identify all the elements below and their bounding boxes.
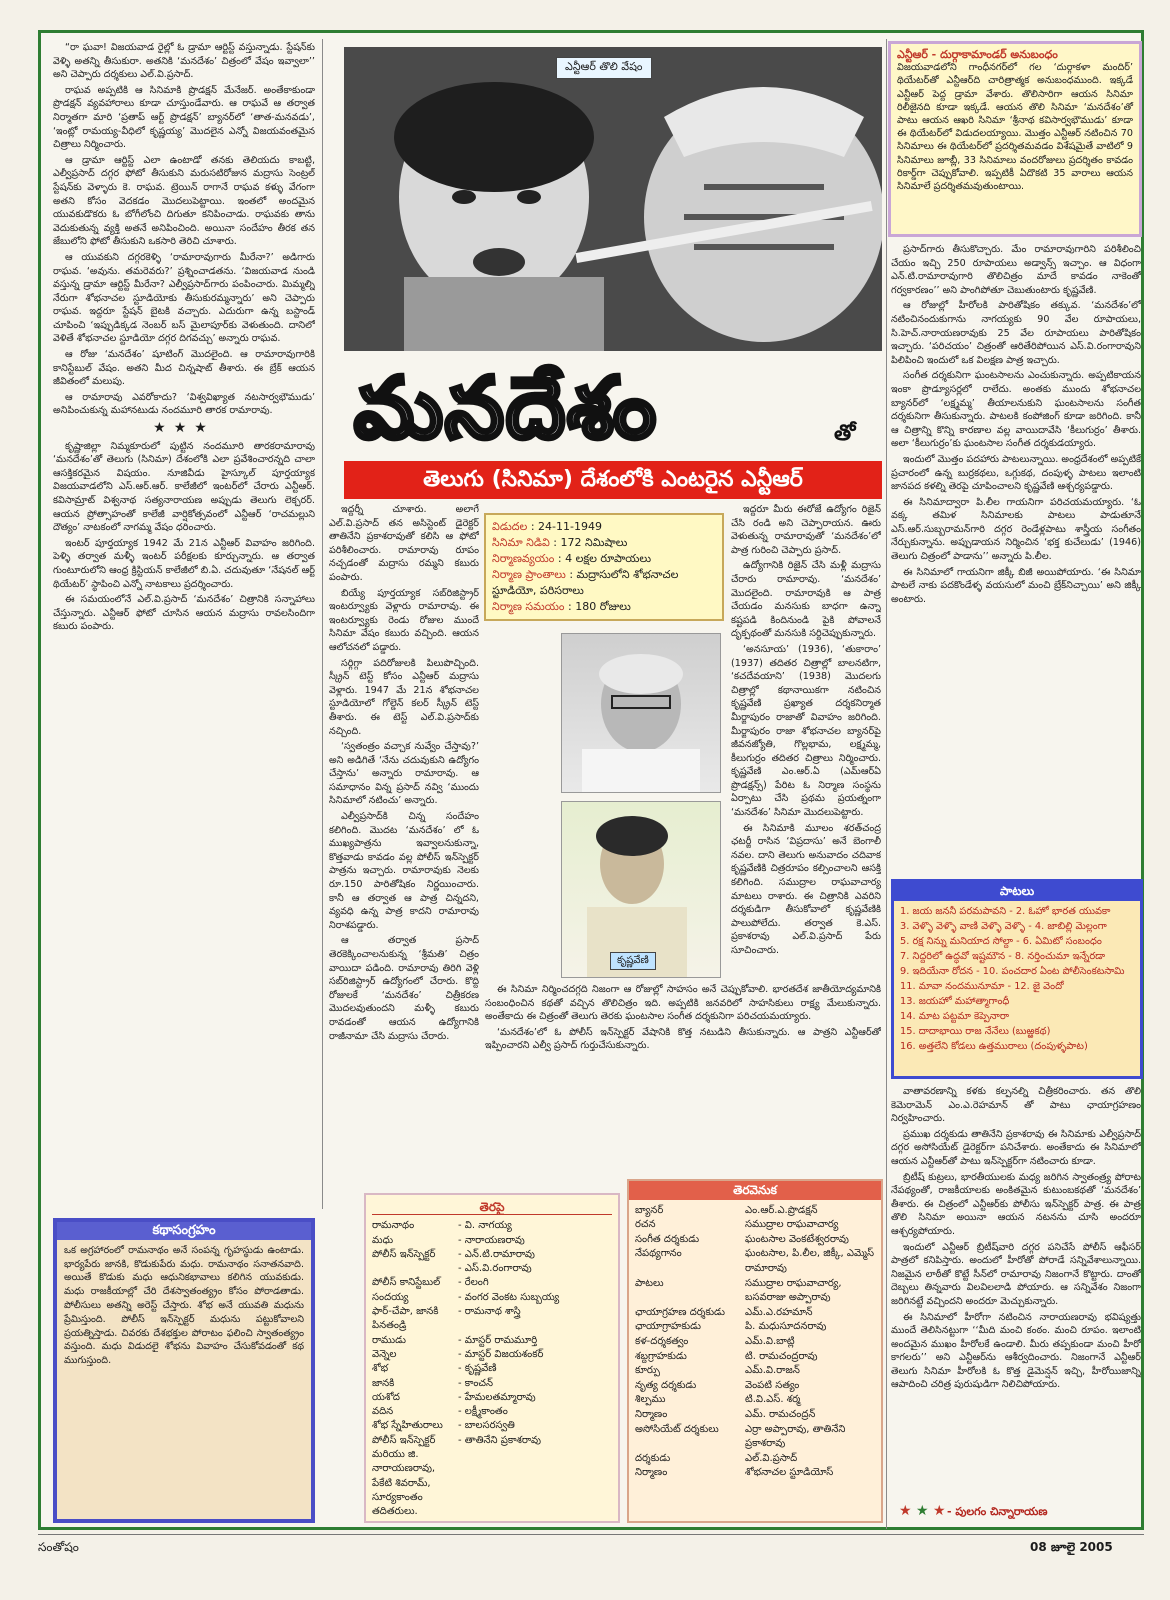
footer-rule <box>38 1534 1144 1535</box>
lv-prasad-portrait <box>561 633 721 793</box>
title-main: మనదేశం <box>354 359 658 455</box>
article-paragraph: బియ్యే పూర్తయ్యాక సబ్‌రిజిస్ట్రార్ ఇంటర్వ్యూకు వెళ్లారు రామారావు. ఈ ఇంటర్వ్యూకు రెండు రోజుల ముందే సినిమా వేషం కబురు వచ్చింది. ఆయన ఆలోచనలో పడ్డారు. <box>329 587 479 653</box>
credit-row <box>635 1233 875 1248</box>
article-paragraph: వాతావరణాన్ని కళకు కల్పనల్ని చిత్రీకరించారు. తన తొలి కెమెరామెన్ ఎం.ఎ.రెహమాన్ తో పాటు ఛాయాగ్రహణం నిర్వహించారు. <box>891 1086 1141 1125</box>
credit-name: - తాతినేని ప్రకాశరావు <box>458 1434 541 1446</box>
song-item: 15. దాదాభాయి రాజ నేనేలు (బుఱ్ఱకథ) <box>900 1026 1051 1037</box>
article-paragraph: ఇద్దర్నీ చూశారు. అలాగే ఎల్.వి.ప్రసాద్ తన అసిస్టెంట్ డైరెక్టర్ తాతినేని ప్రకాశరావుతో కలిసి ఆ ఫోటో పరిశీలించారు. రామారావు రూపం నచ్చడంతో మద్రాసు రమ్మని కబురు పంపారు. <box>329 504 479 583</box>
credit-row <box>635 1393 875 1408</box>
article-column-6 <box>891 1085 1141 1495</box>
credit-row <box>635 1364 875 1379</box>
song-item: 5. రక్ష నిన్ను మనియాద సోల్దా - 6. ఏమిటో సంబంధం <box>900 936 1102 947</box>
article-paragraph: ఇందులో మొత్తం పదహారు పాటలున్నాయి. అంధ్రదేశంలో అప్పటికే ప్రచారంలో ఉన్న బుర్రకథలు, ఒగ్గుకథ, దంపుళ్ళ పాటలు ఇలాంటి జానపద కళల్ని తెరపై చూపించాలని కృష్ణవేణి ఆశ్చర్యపడ్డారు. <box>891 453 1141 493</box>
photo-illustration <box>344 47 882 351</box>
credit-role: సంగీత దర్శకుడు <box>635 1233 700 1245</box>
credit-row <box>635 1379 875 1394</box>
credit-role: ఫార్-చేపా, జానకి పినతండ్రి <box>372 1306 439 1332</box>
credit-name: - లక్ష్మీకాంతం <box>458 1406 508 1418</box>
credit-name: - రామనాథ శాస్త్రి <box>458 1306 521 1318</box>
credit-name: - ఎస్.వి.రంగారావు <box>458 1263 532 1275</box>
article-column-1 <box>53 41 315 1211</box>
credit-name: ఘంటసాల, పి.లీల, జిక్కీ, ఎమ్మెస్ రామారావు <box>745 1248 874 1274</box>
article-paragraph: ఇద్దరూ మీరు ఈరోజే ఉద్యోగం రిజైన్ చేసి రండి అని చెప్పారాయన. ఊరు వెళుతున్న రామారావుతో ‘మనదేశం’లో పాత్ర గురించి చెప్పారు ప్రసాద్. <box>731 504 881 556</box>
credit-role: నిర్మాణం <box>635 1467 668 1479</box>
credit-row <box>372 1276 612 1290</box>
credit-role: నేపథ్యగానం <box>635 1248 682 1260</box>
info-row <box>492 551 716 567</box>
terapai-title: తెరపై <box>372 1200 612 1215</box>
info-label: నిర్మాణ సమయం <box>492 600 565 613</box>
credit-role: రాముడు <box>372 1334 406 1346</box>
credit-row <box>635 1335 875 1350</box>
credit-name: శోభనాచల స్టూడియోస్ <box>745 1467 834 1479</box>
credit-role <box>372 1262 458 1276</box>
title-logo-graphic <box>344 355 882 455</box>
song-item: 11. మావా నందమునూమా - 12. జై వెందో <box>900 981 1064 992</box>
article-paragraph: ఇంటర్ పూర్తయ్యాక 1942 మే 21న ఎన్టీఆర్ వివాహం జరిగింది. పెళ్ళి తర్వాత మళ్ళీ ఇంటర్ పరీక్షలకు కూర్చున్నారు. ఆ తర్వాత గుంటూరులోని ఆంధ్ర క్రిస్టియన్ కాలేజీలో బి.ఏ. చదువుతూ ‘నేషనల్ ఆర్ట్ థియేటర్’ స్థాపించి ఎన్నో నాటకాలు ప్రదర్శించారు. <box>53 537 315 590</box>
credit-role: నృత్య దర్శకుడు <box>635 1379 697 1391</box>
credit-name: - మాస్టర్ రామమూర్తి <box>458 1334 538 1346</box>
credit-role: శబ్దగ్రాహకుడు <box>635 1350 687 1362</box>
article-paragraph: ప్రముఖ దర్శకుడు తాతినేని ప్రకాశరావు ఈ సినిమాకు ఎల్వీప్రసాద్ దగ్గర అసోసియేట్ డైరెక్టర్‌గా పనిచేశారు. అంతేకాదు ఈ సినిమాలో ఆయన ఎన్టీఆర్‌తో పాటు ఇన్‌స్పెక్టర్‌గా నటించారు కూడా. <box>891 1128 1141 1167</box>
credit-role: పోలీస్ కానిస్టేబుల్ <box>372 1277 441 1289</box>
credit-row <box>635 1350 875 1365</box>
credit-role: నిర్మాణం <box>635 1408 668 1420</box>
article-paragraph: ఇందులో ఎన్టీఆర్ బ్రిటీష్‌వారి దగ్గర పనిచేసే పోలీస్ ఆఫీసర్ పాత్రలో కనిపిస్తారు. అందులో హీరోతో పోరాడే సన్నివేశాలున్నాయి. నిజమైన లాఠీతో కొట్టే సీన్‌లో రామారావు నిజంగానే కొట్టారు. దాంతో దెబ్బలు తిన్నవారు విలవిలలాడి పోయారు. ఆ సన్నివేశం నిజంగా జరిగినట్టే వచ్చిందని అందరూ మెచ్చుకున్నారు. <box>891 1241 1141 1307</box>
credit-role: జానకి <box>372 1377 395 1389</box>
info-row <box>492 535 716 551</box>
credit-name: పి. మధుసూదనరావు <box>745 1321 827 1333</box>
ntr-box-text: విజయవాడలోని గాంధీనగర్‌లో గల ‘దుర్గాకళా మందిర్’ థియేటర్‌తో ఎన్టీఆర్‌ది చారిత్రాత్మక అనుబంధముంది. ఇక్కడే ఎన్టీఆర్ పెద్ద డ్రామా వేశారు. తొలిసారిగా ఆయన సినిమా రిలీజైనది కూడా ఇక్కడే. ఆయన తొలి సినిమా ‘మనదేశం’తో పాటు ఆయన ఆఖరి సినిమా ‘శ్రీనాథ కవిసార్వభౌముడు’ కూడా ఈ థియేటర్‌లో విడుదలయ్యాయి. మొత్తం ఎన్టీఆర్ నటించిన 70 సినిమాలు ఈ థియేటర్‌లో ప్రదర్శితమవడం విశేషమైతే వాటిలో 9 సినిమాలు జూబ్లీ, 33 సినిమాలు వందరోజులు ప్రదర్శితం కావడం రికార్డ్‌గా చెప్పుకోవాలి. ఇప్పటికీ ఏదొకటి 35 వారాలు ఆయన సినిమాలే ప్రదర్శితమవుతుంటాయి. <box>897 62 1133 193</box>
credit-row <box>372 1362 612 1376</box>
song-item: 13. జయహో మహాత్మాగాంధీ <box>900 996 1010 1007</box>
credit-role: శోభ <box>372 1363 389 1375</box>
article-paragraph: ‘అనసూయ’ (1936), ‘తుకారాం’ (1937) తదితర చిత్రాల్లో బాలనటిగా, ‘కచదేవయాని’ (1938) మొదలగు చిత్రాల్లో కథానాయికగా నటించిన కృష్ణవేణి ప్రఖ్యాత దర్శకనిర్మాత మీర్జాపురం రాజాతో వివాహం జరిగింది. మీర్జాపురం రాజా శోభనాచల బ్యానర్‌పై జీవనజ్యోతి, గొల్లభామ, లక్ష్మమ్మ, కీలుగుర్రం తదితర చిత్రాలు నిర్మించారు. కృష్ణవేణి ఎం.ఆర్.ఏ (ఎమ్ఆర్ఏ ప్రొడక్షన్స్) పేరిట ఓ నిర్మాణ సంస్థను ఏర్పాటు చేసి ప్రథమ ప్రయత్నంగా ‘మనదేశం’ సినిమా మొదలుపెట్టారు. <box>731 643 881 819</box>
credit-row <box>635 1452 875 1467</box>
article-paragraph: ఈ సినిమాద్వారా పి.లీల గాయనిగా పరిచయమయ్యారు. ‘ఓ వక్క తమిళ సినిమాలకు పాటలు పాడుతూనే ఎస్.ఆర్.సుబ్బరామన్‌గారి దగ్గర రెండేళ్లపాటు శాస్త్రీయ సంగీతం నేర్చుకున్నాను. అప్పుడాయన నిర్మించిన ‘భక్త కుచేలుడు’ (1946) తెలుగు చిత్రంలో పాడాను’’ అన్నారు పి.లీల. <box>891 496 1141 563</box>
info-label: నిర్మాణవ్యయం <box>492 552 555 565</box>
credit-role: రచన <box>635 1219 656 1231</box>
credit-name: - కృష్ణవేణి <box>458 1363 497 1375</box>
credit-row <box>635 1423 875 1452</box>
terave-title: తెరవెనుక <box>629 1181 881 1200</box>
credit-name: ఎర్రా అప్పారావు, తాతినేని ప్రకాశరావు <box>745 1423 846 1450</box>
credit-row <box>372 1448 612 1519</box>
newspaper-page <box>38 30 1144 1530</box>
story-summary-title: కథాసంగ్రహం <box>57 1222 311 1240</box>
credit-role: పోలీస్ ఇన్‌స్పెక్టర్ <box>372 1434 436 1446</box>
credit-name: - వంగర వెంకట సుబ్బయ్య <box>458 1291 560 1303</box>
credit-role: మధు <box>372 1234 394 1246</box>
credit-name: - నారాయణరావు <box>458 1234 525 1246</box>
credit-name: ఎమ్.వి.రాజన్ <box>745 1365 800 1377</box>
magazine-name: సంతోషం <box>38 1540 79 1554</box>
credit-name: టి. రామచంద్రరావు <box>745 1350 818 1362</box>
credit-role: రామనాథం <box>372 1220 415 1232</box>
section-stars: ★★★ <box>153 420 215 437</box>
info-row <box>492 599 716 615</box>
article-paragraph: ఆ డ్రామా ఆర్టిస్ట్ ఎలా ఉంటాడో తనకు తెలియదు కాబట్టి, ఎల్వీప్రసాద్ దగ్గర ఫోటో తీసుకుని మరుసటిరోజున మద్రాసు సెంట్రల్ స్టేషన్‌కు వెళ్ళారు కె. రాఘవ. ట్రెయిన్ రాగానే రాఘవ కళ్ళు వేగంగా అతని కోసం వెదకడం మొదలుపెట్టాయి. ఇంతలో అందమైన యువకుడొకరు ఓ బోగీలోంచి దిగుతూ కనిపించాడు. రాఘవకు తాను వెదుకుతున్న వ్యక్తి అతనే అనిపించింది. అయినా సందేహం తీరక తన జేబులోని ఫోటో తీసుకుని ఒకసారి తెరిచి చూశారు. <box>53 154 315 248</box>
krishnaveni-portrait <box>561 801 721 978</box>
portrait-caption: కృష్ణవేణి <box>610 952 656 970</box>
credit-row <box>372 1262 612 1276</box>
credit-role: వెన్నెల <box>372 1348 397 1360</box>
credit-row <box>372 1391 612 1405</box>
title-suffix: తో <box>834 421 856 446</box>
article-column-4b <box>485 983 881 1173</box>
article-paragraph: ‘మనదేశం’లో ఓ పోలీస్ ఇన్‌స్పెక్టర్ వేషానికి కొత్త నటుడిని తీసుకున్నారు. ఆ పాత్రని ఎన్టీఆర్‌తో ఇప్పించారని ఎల్వీ ప్రసాద్ గుర్తుచేసుకున్నారు. <box>485 1026 881 1052</box>
article-paragraph: ప్రసాద్‌గారు తీసుకొచ్చారు. మేం రామారావుగారిని పరిశీలించి చేయం ఇచ్చి 250 రూపాయలు అడ్వాన్స్ ఇచ్చాం. ఆ విధంగా ఎన్.టి.రామారావుగారి తొలిచిత్రం మాదే కావడం నాకెంతో గర్వకారణం’’ అని పాంగిపోతూ చెబుతుంటారు కృష్ణవేణి. <box>891 244 1141 296</box>
credit-row <box>372 1305 612 1334</box>
credit-name: ఘంటసాల వెంకటేశ్వరరావు <box>745 1233 849 1245</box>
info-value: : 4 లక్షల రూపాయలు <box>557 552 652 565</box>
info-value: : 180 రోజులు <box>568 600 631 613</box>
article-paragraph: బ్రిటీష్ కుట్రలు, భారతీయులకు మధ్య జరిగిన స్వాతంత్ర్య పోరాట నేపథ్యంతో, రాజకీయాలకు అంకితమైన కుటుంబకథతో ‘మనదేశం’ తీశారు. ఈ చిత్రంలో ఎన్టీఆర్‌కు పోలీసు ఇన్‌స్పెక్టర్ పాత్ర. ఈ పాత్ర తొలి సినిమా అయినా ఆయన నటనను చూసి అందరూ ఆశ్చర్యపోయారు. <box>891 1171 1141 1237</box>
credit-role: వదిన <box>372 1406 394 1418</box>
info-value: : మద్రాసులోని శోభనాచల స్టూడియో, పరిసరాలు <box>492 568 679 597</box>
story-summary-text: ఒక అగ్రహారంలో రామనాథం అనే సంపన్న గృహస్థుడు ఉంటాడు. భార్యపేరు జానకి, కొడుకుపేరు మధు. రామనాథం సనాతనవాది. అయితే కొడుకు మధు ఆధునికభావాలు కలిగిన యువకుడు. మధు రాజకీయాల్లో చేరి దేశస్వాతంత్య్రం కోసం పోరాడతాడు. పోలీసులు అతన్ని అరెస్ట్ చేస్తారు. శోభ అనే యువతి మధును ప్రేమిస్తుంది. పోలీస్ ఇన్‌స్పెక్టర్ మధును పట్టుకోవాలని ప్రయత్నిస్తాడు. చివరకు దేశభక్తుల పోరాటం ఫలించి స్వాతంత్య్రం వస్తుంది. మధు విడుదలై శోభను వివాహం చేసుకోవడంతో కథ ముగుస్తుంది. <box>64 1244 304 1367</box>
credit-role: ఛాయాగ్రాహకుడు <box>635 1321 701 1333</box>
credit-role: శోభ స్నేహితురాలు <box>372 1420 443 1432</box>
credit-row <box>372 1291 612 1305</box>
credit-name: ఎమ్.వి.బాట్లి <box>745 1335 795 1347</box>
ntr-durga-kalamandir-box <box>888 41 1142 237</box>
credit-role: దర్శకుడు <box>635 1452 671 1464</box>
credit-name: - వి. నాగయ్య <box>458 1220 512 1232</box>
song-item: 3. వెళ్ళొ వెళ్ళొ వాణి వెళ్ళొ వెళ్ళొ - 4. జాబిల్లి మెల్లంగా <box>900 921 1107 932</box>
photo-caption: ఎన్టీఆర్ తొలి వేషం <box>556 57 652 79</box>
credit-role: కళ-దర్శకత్వం <box>635 1335 689 1347</box>
credit-row <box>372 1348 612 1362</box>
article-paragraph: ఈ సినిమాలో గాయనిగా జిక్కీ బిజీ అయిపోయారు. ‘ఈ సినిమా పాటలే నాకు పదకొండేళ్ళ వయసులో మంచి బ్రేక్‌నిచ్చాయి’ అని జిక్కీ అంటారు. <box>891 566 1141 605</box>
article-paragraph: “రా ఘవా! విజయవాడ రైల్లో ఓ డ్రామా ఆర్టిస్ట్ వస్తున్నాడు. స్టేషన్‌కు వెళ్ళి అతన్ని తీసుకురా. అతనికి ‘మనదేశం’ చిత్రంలో వేషం ఇవ్వాలా’’ అని చెప్పారు దర్శకులు ఎల్.వి.ప్రసాద్. <box>53 42 315 81</box>
credit-name: వెంపటి సత్యం <box>745 1379 800 1391</box>
credit-name: - బాలసరస్వతి <box>458 1420 515 1432</box>
info-label: సినిమా నిడివి <box>492 536 550 549</box>
credit-role: మరియు జి. నారాయణరావు, పేకేటి శివరామ్, సూర్యకాంతం తదితరులు. <box>372 1449 436 1518</box>
song-item: 16. అత్తలేని కోడలు ఉత్తమురాలు (దంపుళ్ళపాట) <box>900 1041 1088 1052</box>
info-row <box>492 519 716 535</box>
article-paragraph: ఉద్యోగానికి రిజైన్ చేసి మళ్లీ మద్రాసు చేరారు రామారావు. ‘మనదేశం’ మొదలైంది. రామారావుకి ఆ పాత్ర చేయడం మనసుకు బాధగా ఉన్నా కష్టపడి కిందినుండి పైకి పోవాలనే దృక్పథంతో మనసుకి సర్దిచెప్పుకున్నారు. <box>731 560 881 640</box>
article-paragraph: సంగీత దర్శకునిగా ఘంటసాలను ఎంచుకున్నారు. అప్పటికాయన ఇంకా ప్రొడ్యూసర్లలో రాలేదు. అంతకు ముందు శోభనాచల బ్యానర్‌లో ‘లక్ష్మమ్మ’ తీయాలనుకుని ఘంటసాలను సంగీత దర్శకునిగా తీసుకున్నారు. పాటలకి కంపోజింగ్ కూడా జరిగింది. కానీ ఆ చిత్రాన్ని కొన్ని కారణాల వల్ల వాయిదావేసి ‘కీలుగుర్రం’ తీశారు. అలా ‘కీలుగుర్రం’కు ఘంటసాల సంగీత దర్శకుడయ్యారు. <box>891 370 1141 450</box>
article-paragraph: ‘స్వతంత్రం వచ్చాక నువ్వేం చేస్తావు?’ అని అడిగితే ‘నేను చదువుకుని ఉద్యోగం చేస్తాను’ అన్నారు రామారావు. ఆ సమాధానం విన్న ప్రసాద్ నవ్వి ‘ముందు సినిమాలో నటించు’ అన్నారు. <box>329 741 479 807</box>
credit-name: టి.వి.ఎస్. శర్మ <box>745 1394 801 1406</box>
credit-row <box>635 1218 875 1233</box>
behind-screen-crew-box <box>627 1179 883 1523</box>
credit-row <box>372 1334 612 1348</box>
credit-row <box>372 1377 612 1391</box>
headline-banner: తెలుగు (సినిమా) దేశంలోకి ఎంటరైన ఎన్టీఆర్ <box>344 461 882 499</box>
credit-role: పోలీస్ ఇన్‌స్పెక్టర్ <box>372 1248 436 1260</box>
on-screen-cast-box <box>364 1193 620 1523</box>
credit-role: అసోసియేట్ దర్శకులు <box>635 1423 719 1435</box>
info-label: నిర్మాణ ప్రాంతాలు <box>492 568 566 581</box>
credit-row <box>635 1247 875 1276</box>
credit-role: బ్యానర్ <box>635 1204 664 1216</box>
credit-name: ఎం.ఆర్.ఎ.ప్రొడక్షన్ <box>745 1204 818 1216</box>
credit-role: పాటలు <box>635 1277 664 1289</box>
credit-name <box>458 1448 612 1519</box>
credit-name: - రేలంగి <box>458 1277 489 1289</box>
column-divider <box>886 39 887 1529</box>
credit-name: ఎమ్.ఎ.రహమాన్ <box>745 1306 813 1318</box>
credit-name: ఎల్.వి.ప్రసాద్ <box>745 1452 798 1464</box>
ntr-first-role-photo <box>344 47 882 351</box>
film-info-box <box>484 513 724 621</box>
credit-row <box>372 1219 612 1233</box>
article-column-5 <box>891 243 1141 873</box>
portrait-illustration <box>562 634 720 792</box>
author-byline: - పులగం చిన్నారాయణ <box>947 1505 1048 1518</box>
info-value: : 24-11-1949 <box>530 520 602 533</box>
article-paragraph: ఈ సినిమాలో హీరోగా నటించిన నారాయణరావు భవిష్యత్తు ముందే తెలిసినట్టుగా ‘‘మీది మంచి కంఠం. మంచి రూపం. ఇలాంటి అందమైన ముఖం హీరోలకే ఉండాలి. మీరు తప్పకుండా మంచి హీరో కాగలరు’’ అని ఎన్టీఆర్‌ను ఆశీర్వదించారు. నిజంగానే ఎన్టీఆర్ తెలుగు సినిమా హీరోలకి ఓ కొత్త డైమెన్షన్ ఇచ్చి, హీరోయిజాన్ని ఆపాదించి చరిత్ర పురుషుడిగా నిలిచిపోయారు. <box>891 1311 1141 1391</box>
credit-row <box>635 1306 875 1321</box>
article-paragraph: ఈ సమయంలోనే ఎల్.వి.ప్రసాద్ ‘మనదేశం’ చిత్రానికి సన్నాహాలు చేస్తున్నారు. ఎన్టీఆర్ ఫోటో చూసిన ఆయన మద్రాసు రావలసిందిగా కబురు పంపారు. <box>53 594 315 633</box>
story-summary-box <box>53 1218 315 1523</box>
credit-role: ఛాయాగ్రహణ దర్శకుడు <box>635 1306 725 1318</box>
credit-role: సందయ్య <box>372 1291 409 1303</box>
credit-row <box>372 1419 612 1433</box>
article-column-3 <box>329 503 479 1193</box>
info-row <box>492 567 716 599</box>
issue-date: 08 జూలై 2005 <box>1030 1540 1113 1554</box>
credit-role: యశోద <box>372 1391 400 1403</box>
credit-name: - ఎన్.టి.రామారావు <box>458 1248 535 1260</box>
credit-row <box>635 1204 875 1219</box>
portrait-illustration <box>562 802 720 977</box>
article-paragraph: ఆ తర్వాత ప్రసాద్ తెరకెక్కించాలనుకున్న ‘శ్రీమతి’ చిత్రం వాయిదా పడింది. రామారావు తిరిగి వెళ్లి సబ్‌రిజిస్ట్రార్ ఉద్యోగంలో చేరారు. కొద్ది రోజులకే ‘మనదేశం’ చిత్రీకరణ మొదలవుతుందని మళ్ళీ కబురు రావడంతో ఆయన ఉద్యోగానికి రాజీనామా చేసి మద్రాసు చేరారు. <box>329 935 479 1042</box>
credit-row <box>372 1234 612 1248</box>
credit-name: - హేమలతమ్మారావు <box>458 1391 536 1403</box>
article-paragraph: కృష్ణాజిల్లా నిమ్మకూరులో పుట్టిన నందమూరి తారకరామారావు ‘మనదేశం’తో తెలుగు (సినిమా) దేశంలోకి ఎలా ప్రవేశించారన్నది చాలా ఆసక్తికరమైన విషయం. నూజివీడు హైస్కూల్ పూర్తయ్యాక విజయవాడలోని ఎస్.ఆర్.ఆర్. కాలేజీలో ఇంటర్‌లో చేరారు ఎన్టీఆర్. కవిసామ్రాట్ విశ్వనాథ సత్యనారాయణ అప్పుడు తెలుగు లెక్చరర్. ఆయన ప్రోత్సాహంతో కాలేజీ వార్షికోత్సవంలో ఎన్టీఆర్ ‘రాచమల్లుని దౌత్యం’ నాటకంలో నాగమ్మ వేషం ధరించారు. <box>53 440 315 534</box>
song-item: 1. జయ జననీ పరమపావని - 2. ఓహో భారత యువకా <box>900 906 1111 917</box>
article-paragraph: ఆ రోజు ‘మనదేశం’ షూటింగ్ మొదలైంది. ఆ రామారావుగారికి కానిస్టేబుల్ వేషం. అతని మీద చిన్నషాట్ తీశారు. ఈ బ్రేక్ ఆయన జీవితంలో మలుపు. <box>53 349 315 388</box>
credit-name: ఎమ్. రామచంద్రన్ <box>745 1408 816 1420</box>
article-paragraph: ఈ సినిమా నిర్మించదగ్గది నిజంగా ఆ రోజుల్లో సాహసం అనే చెప్పుకోవాలి. భారతదేశ జాతీయోద్యమానికి సంబంధించిన కథతో వచ్చిన తొలిచిత్రం ఇది. అప్పటికి జనవరిలో సాహసికులు రాక్ష్య మేలుకున్నారు. అంతేకాదు ఈ చిత్రంతో తెలుగు తెరకు ఘంటసాల సంగీత దర్శకునిగా పరిచయమయ్యారు. <box>485 984 881 1023</box>
credit-name: సముద్రాల రాఘవాచార్య, బసవరాజు అప్పారావు <box>745 1277 842 1304</box>
article-paragraph: ఎల్వీప్రసాద్‌కి చిన్న సందేహం కలిగింది. మొదట ‘మనదేశం’ లో ఓ ముఖ్యపాత్రను ఇవ్వాలనుకున్నా, కొత్తవాడు కావడం వల్ల పోలీస్ ఇన్‌స్పెక్టర్ పాత్రను ఇచ్చారు. రామారావుకు నెలకు రూ.150 పారితోషికం నిర్ణయించారు. కానీ ఆ తర్వాత ఆ పాత్ర చిన్నదని, వ్యవధి ఉన్న పాత్ర కాదని రామారావు నిరాశపడ్డారు. <box>329 811 479 931</box>
credit-name: - కాంచన్ <box>458 1377 494 1389</box>
credit-row <box>372 1434 612 1448</box>
end-stars: ★ ★ ★ <box>899 1503 946 1519</box>
article-paragraph: ఆ యువకుని దగ్గరకెళ్ళి ‘రామారావుగారు మీరేనా?’ అడిగారు రాఘవ. ‘అవును. తమరెవరు?’ ప్రశ్నించాడతను. ‘విజయవాడ నుండి వస్తున్న డ్రామా ఆర్టిస్ట్ మీరేనా? ఎల్వీప్రసాద్‌గారు పంపించారు. మిమ్మల్ని నేరుగా శోభనాచల స్టూడియోకు తీసుకురమ్మన్నారు’ అని చెప్పారు రాఘవ. ఇద్దరూ స్టేషన్ బైటకి వచ్చారు. ఎదురుగా ఉన్న బస్టాండ్ చూపించి ‘ఇప్పుడిక్కడ నెంబర్ బస్ మైలాపూర్‌కు వెళుతుంది. దానిలో వెళితే శోభనాచల స్టూడియో దగ్గర దిగవచ్చు’ అన్నారు రాఘవ. <box>53 251 315 345</box>
article-paragraph: సర్గిగ్గా పదిరోజులకి పిలుపొచ్చింది. స్క్రీన్ టెస్ట్ కోసం ఎన్టీఆర్ మద్రాసు వెళ్లారు. 1947 మే 21న శోభనాచల స్టూడియోలో గోల్డెన్ కలర్ స్క్రీన్ టెస్ట్ తీశారు. ఈ టెస్ట్ ఎల్.వి.ప్రసాద్‌కు నచ్చింది. <box>329 657 479 737</box>
credit-role: శిల్పము <box>635 1394 666 1406</box>
song-item: 9. ఇదియేనా రోదన - 10. పంచదార ఏంట పోలీసెంకటసామి <box>900 966 1125 977</box>
credit-row <box>635 1408 875 1423</box>
songs-list-box <box>891 879 1143 1079</box>
article-paragraph: ఈ సినిమాకి మూలం శరత్‌చంద్ర ఛటర్జీ రాసిన ‘విప్రదాసు’ అనే బెంగాలీ నవల. దాని తెలుగు అనువాదం చదివాక కృష్ణవేణికి చిత్రరూపం కల్పించాలని ఆసక్తి కలిగింది. సముద్రాల రాఘవాచార్య మాటలు రాశారు. ఈ చిత్రానికి ఎవరిని దర్శకుడిగా తీసుకోవాలో కృష్ణవేణికి పాలుపోలేదు. తర్వాత కె.ఎస్. ప్రకాశరావు ఎల్.వి.ప్రసాద్ పేరు సూచించారు. <box>731 822 881 956</box>
column-divider <box>322 39 323 1209</box>
song-item: 7. నిద్దరిలో ఉద్ధవో ఇష్టమౌన - 8. నర్తించుమా ఇన్నేరడా <box>900 951 1106 962</box>
song-item: 14. మాట పట్టమా కెప్పెనారా <box>900 1011 1010 1022</box>
credit-row <box>372 1248 612 1262</box>
ntr-box-title: ఎన్టీఆర్ - దుర్గాకామాండర్ అనుబంధం <box>897 48 1058 61</box>
credit-row <box>372 1405 612 1419</box>
article-paragraph: ఆ రోజుల్లో హీరోలకి పారితోషికం తక్కువ. ‘మనదేశం’లో నటించినందుకుగాను నాగయ్యకు 90 వేల రూపాయలు, సి.హెచ్.నారాయణరావుకు 25 వేల రూపాయలు పారితోషికం ఇచ్చారు. ‘పరిచయం’ చిత్రంతో ఆరితేరిపోయిన ఎస్.వి.రంగారావుని పిలిపించి ఇందులో ఒక విలక్షణ పాత్ర ఇచ్చారు. <box>891 300 1141 366</box>
songs-title: పాటలు <box>894 882 1140 901</box>
info-label: విడుదల <box>492 520 528 533</box>
credit-name: సముద్రాల రాఘవాచార్య <box>745 1219 839 1231</box>
credit-row <box>635 1320 875 1335</box>
article-paragraph: రాఘవ అప్పటికి ఆ సినిమాకి ప్రొడక్షన్ మేనేజర్. అంతేకాకుండా ప్రొడక్షన్ వ్యవహారాలు కూడా చూస్తుండేవారు. ఆ రాఘవే ఆ తర్వాత నిర్మాతగా మారి ‘ప్రతాప్ ఆర్ట్ ప్రొడక్షన్’ బ్యానర్‌లో ‘తాత-మనవడు’, ‘ఇంట్లో రామయ్య-వీధిలో కృష్ణయ్య’ మొదలైన ఎన్నో విజయవంతమైన చిత్రాలు నిర్మించారు. <box>53 84 315 151</box>
credit-role: కూర్పు <box>635 1365 660 1377</box>
info-value: : 172 నిమిషాలు <box>553 536 628 549</box>
film-title-logo <box>344 355 882 455</box>
credit-row <box>635 1277 875 1306</box>
article-paragraph: ఆ రామారావు ఎవరోకాదు? ‘విశ్వవిఖ్యాత నటసార్వభౌముడు’ అనిపించుకున్న మహానటుడు నందమూరి తారక రామారావు. <box>53 391 315 417</box>
credit-row <box>635 1466 875 1481</box>
credit-name: - మాస్టర్ విజయశంకర్ <box>458 1348 544 1360</box>
